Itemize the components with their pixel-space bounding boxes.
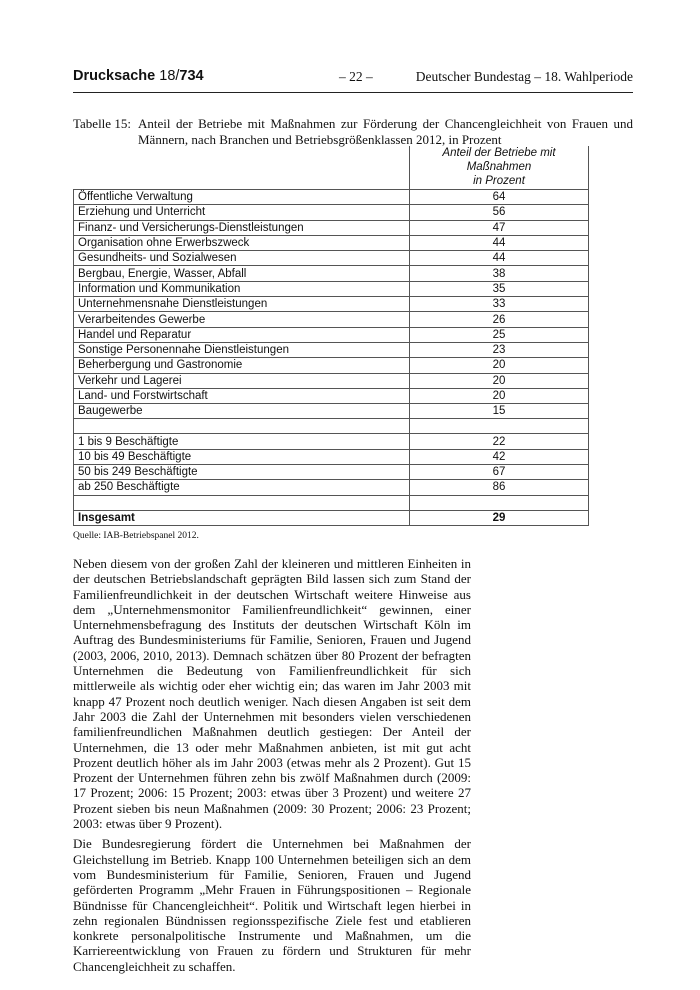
document-number: Drucksache 18/734	[73, 68, 204, 84]
paragraph: Die Bundesregierung fördert die Unternehmen bei Maßnahmen der Gleichstellung im Betrieb. Knapp 100 Unternehmen beteiligen sich an dem vom Bundesministerium für Familie, Senioren, Frauen und Jugend geförderten Programm „Mehr Frauen in Führungspositionen – Regionale Bündnisse für Chancengleichheit“. Politik und Wirtschaft legen hierbei in zehn regionalen Bündnissen regionsspezifische Ziele fest und etablieren konkrete personalpolitische Instrumente und Maßnahmen, um die Karriereentwicklung von Frauen zu fördern und Strukturen für mehr Chancengleichheit zu schaffen.	[73, 836, 471, 974]
table-row	[74, 388, 589, 403]
caption-label: Tabelle 15:	[73, 116, 131, 131]
row-label: Erziehung und Unterricht	[74, 205, 410, 220]
row-label: Information und Kommunikation	[74, 281, 410, 296]
paragraph: Neben diesem von der großen Zahl der kleineren und mittleren Einheiten in der deutschen Betriebslandschaft geprägten Bild lassen sich zum Stand der Familienfreundlichkeit in der deutschen Wirtschaft weitere Hinweise aus dem „Unternehmensmonitor Familienfreundlichkeit“ gewinnen, einer Unternehmensbefragung des Instituts der deutschen Wirtschaft Köln im Auftrag des Bundesministeriums für Familie, Senioren, Frauen und Jugend (2003, 2006, 2010, 2013). Demnach schätzen über 80 Prozent der befragten Unternehmen die Bedeutung von Familienfreundlichkeit für sich mittlerweile als wichtig oder eher wichtig ein; das waren im Jahr 2003 mit knapp 47 Prozent noch deutlich weniger. Nach diesen Angaben ist seit dem Jahr 2003 die Zahl der Unternehmen mit besonders vielen verschiedenen familienfreundlichen Maßnahmen deutlich gestiegen: Der Anteil der Unternehmen, die 13 oder mehr Maßnahmen anbieten, ist mit gut acht Prozent deutlich höher als im Jahr 2003 (etwas mehr als 2 Prozent). Gut 15 Prozent der Unternehmen führen zehn bis zwölf Maßnahmen durch (2009: 17 Prozent; 2006: 15 Prozent; 2003: etwas über 3 Prozent) und weitere 27 Prozent sieben bis neun Maßnahmen (2009: 30 Prozent; 2006: 23 Prozent; 2003: etwas über 9 Prozent).	[73, 556, 471, 832]
table-row	[74, 327, 589, 342]
row-value: 38	[410, 266, 589, 281]
header-rule	[73, 92, 633, 93]
row-label: Verkehr und Lagerei	[74, 373, 410, 388]
row-label: 50 bis 249 Beschäftigte	[74, 465, 410, 480]
row-value: 42	[410, 449, 589, 464]
column-header: Anteil der Betriebe mit Maßnahmen in Prozent	[410, 146, 589, 190]
table-row	[74, 404, 589, 419]
row-value	[410, 419, 589, 434]
row-label: Finanz- und Versicherungs-Dienstleistungen	[74, 220, 410, 235]
row-label: Insgesamt	[74, 510, 410, 525]
row-value: 15	[410, 404, 589, 419]
table-row	[74, 205, 589, 220]
row-value: 86	[410, 480, 589, 495]
table-row	[74, 358, 589, 373]
row-value: 44	[410, 251, 589, 266]
row-label: Baugewerbe	[74, 404, 410, 419]
table-row	[74, 434, 589, 449]
row-value: 35	[410, 281, 589, 296]
row-value: 20	[410, 388, 589, 403]
table-row	[74, 449, 589, 464]
table-row	[74, 312, 589, 327]
table-header-row	[74, 146, 589, 190]
table-row	[74, 281, 589, 296]
table-row	[74, 251, 589, 266]
row-label: Land- und Forstwirtschaft	[74, 388, 410, 403]
caption-text: Anteil der Betriebe mit Maßnahmen zur Förderung der Chancengleichheit von Frauen und Männern, nach Branchen und Betriebsgrößenklassen 2012, in Prozent	[138, 116, 633, 147]
row-value: 56	[410, 205, 589, 220]
table-row	[74, 419, 589, 434]
row-value: 26	[410, 312, 589, 327]
table-row	[74, 190, 589, 205]
row-label: Beherbergung und Gastronomie	[74, 358, 410, 373]
table-row	[74, 495, 589, 510]
table-row	[74, 480, 589, 495]
row-value: 44	[410, 235, 589, 250]
row-value: 20	[410, 373, 589, 388]
table-row	[74, 266, 589, 281]
publisher: Deutscher Bundestag – 18. Wahlperiode	[415, 69, 633, 84]
table-source: Quelle: IAB-Betriebspanel 2012.	[73, 531, 199, 541]
row-value: 25	[410, 327, 589, 342]
row-label: Organisation ohne Erwerbszweck	[74, 235, 410, 250]
row-label: Verarbeitendes Gewerbe	[74, 312, 410, 327]
row-label: Handel und Reparatur	[74, 327, 410, 342]
table-row	[74, 220, 589, 235]
row-label: 10 bis 49 Beschäftigte	[74, 449, 410, 464]
table-row	[74, 342, 589, 357]
row-value: 20	[410, 358, 589, 373]
row-value: 29	[410, 510, 589, 525]
row-label: Öffentliche Verwaltung	[74, 190, 410, 205]
row-value: 22	[410, 434, 589, 449]
body-text	[73, 556, 471, 979]
row-label: Gesundheits- und Sozialwesen	[74, 251, 410, 266]
table-row	[74, 235, 589, 250]
row-label: Unternehmensnahe Dienstleistungen	[74, 297, 410, 312]
row-label: Bergbau, Energie, Wasser, Abfall	[74, 266, 410, 281]
row-label: Sonstige Personennahe Dienstleistungen	[74, 342, 410, 357]
table-row	[74, 373, 589, 388]
page-header	[73, 68, 633, 88]
row-value: 47	[410, 220, 589, 235]
row-value: 23	[410, 342, 589, 357]
row-label: 1 bis 9 Beschäftigte	[74, 434, 410, 449]
data-table	[73, 146, 589, 526]
row-label	[74, 495, 410, 510]
row-value: 64	[410, 190, 589, 205]
row-label: ab 250 Beschäftigte	[74, 480, 410, 495]
row-label	[74, 419, 410, 434]
row-value: 67	[410, 465, 589, 480]
total-row	[74, 510, 589, 525]
table-row	[74, 465, 589, 480]
row-value: 33	[410, 297, 589, 312]
row-value	[410, 495, 589, 510]
page-number: – 22 –	[339, 69, 373, 84]
table-row	[74, 297, 589, 312]
